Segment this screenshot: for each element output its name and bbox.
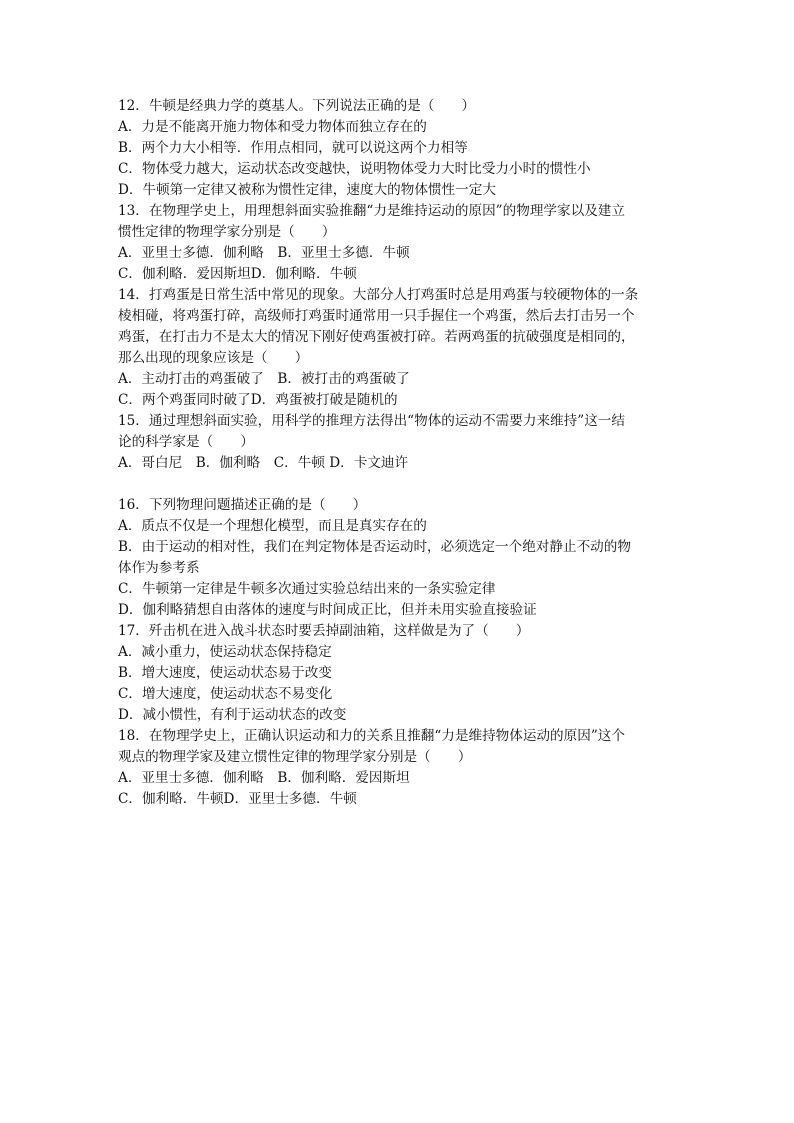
option-ab: A．亚里士多德．伽利略 B．伽利略．爱因斯坦	[118, 770, 410, 786]
question-stem-line: 论的科学家是（ ）	[118, 434, 254, 450]
option-d: D．伽利略猜想自由落体的速度与时间成正比，但并未用实验直接验证	[118, 602, 537, 618]
option-d: D．牛顿第一定律又被称为惯性定律，速度大的物体惯性一定大	[118, 182, 496, 198]
option-a: A．力是不能离开施力物体和受力物体而独立存在的	[118, 119, 427, 135]
option-ab: A．亚里士多德．伽利略 B．亚里士多德．牛顿	[118, 245, 410, 261]
option-abcd: A．哥白尼 B．伽利略 C．牛顿 D．卡文迪许	[118, 455, 409, 471]
question-stem-line: 棱相碰，将鸡蛋打碎，高级师打鸡蛋时通常用一只手握住一个鸡蛋，然后去打击另一个	[118, 308, 635, 324]
option-d: D．减小惯性，有利于运动状态的改变	[118, 707, 347, 723]
option-c: C．增大速度，使运动状态不易变化	[118, 686, 333, 702]
question-stem-line: 那么出现的现象应该是（ ）	[118, 350, 309, 366]
option-ab: A．主动打击的鸡蛋破了 B．被打击的鸡蛋破了	[118, 371, 410, 387]
question-stem-line: 13．在物理学史上，用理想斜面实验推翻“力是维持运动的原因”的物理学家以及建立	[118, 203, 625, 219]
question-17	[118, 621, 688, 726]
question-18	[118, 726, 688, 810]
question-12	[118, 96, 688, 201]
option-b-continued: 体作为参考系	[118, 560, 200, 576]
question-stem-line: 鸡蛋，在打击力不是太大的情况下刚好使鸡蛋被打碎。若两鸡蛋的抗破强度是相同的，	[118, 329, 635, 345]
option-b: B．增大速度，使运动状态易于改变	[118, 665, 332, 681]
option-b: B．两个力大小相等．作用点相同，就可以说这两个力相等	[118, 140, 468, 156]
option-a: A．质点不仅是一个理想化模型，而且是真实存在的	[118, 518, 427, 534]
option-c: C．物体受力越大，运动状态改变越快，说明物体受力大时比受力小时的惯性小	[118, 161, 591, 177]
question-stem-line: 12．牛顿是经典力学的奠基人。下列说法正确的是（ ）	[118, 98, 476, 114]
option-b: B．由于运动的相对性，我们在判定物体是否运动时，必须选定一个绝对静止不动的物	[118, 539, 631, 555]
option-a: A．减小重力，使运动状态保持稳定	[118, 644, 332, 660]
blank-line-spacer	[118, 474, 688, 495]
question-stem-line: 14．打鸡蛋是日常生活中常见的现象。大部分人打鸡蛋时总是用鸡蛋与较硬物体的一条	[118, 287, 639, 303]
question-13	[118, 201, 688, 285]
option-cd: C．伽利略．牛顿D．亚里士多德．牛顿	[118, 791, 357, 807]
option-cd: C．两个鸡蛋同时破了D．鸡蛋被打破是随机的	[118, 392, 398, 408]
question-stem-line: 观点的物理学家及建立惯性定律的物理学家分别是（ ）	[118, 749, 472, 765]
question-stem-line: 17．歼击机在进入战斗状态时要丢掉副油箱，这样做是为了（ ）	[118, 623, 530, 639]
option-cd: C．伽利略．爱因斯坦D．伽利略．牛顿	[118, 266, 357, 282]
question-14	[118, 285, 688, 411]
question-stem-line: 惯性定律的物理学家分别是（ ）	[118, 224, 336, 240]
question-15	[118, 411, 688, 474]
worksheet-page	[118, 96, 688, 810]
option-c: C．牛顿第一定律是牛顿多次通过实验总结出来的一条实验定律	[118, 581, 496, 597]
question-16	[118, 495, 688, 621]
question-stem-line: 15．通过理想斜面实验，用科学的推理方法得出“物体的运动不需要力来维持”这一结	[118, 413, 625, 429]
question-stem-line: 16．下列物理问题描述正确的是（ ）	[118, 497, 367, 513]
question-stem-line: 18．在物理学史上，正确认识运动和力的关系且推翻“力是维持物体运动的原因”这个	[118, 728, 625, 744]
